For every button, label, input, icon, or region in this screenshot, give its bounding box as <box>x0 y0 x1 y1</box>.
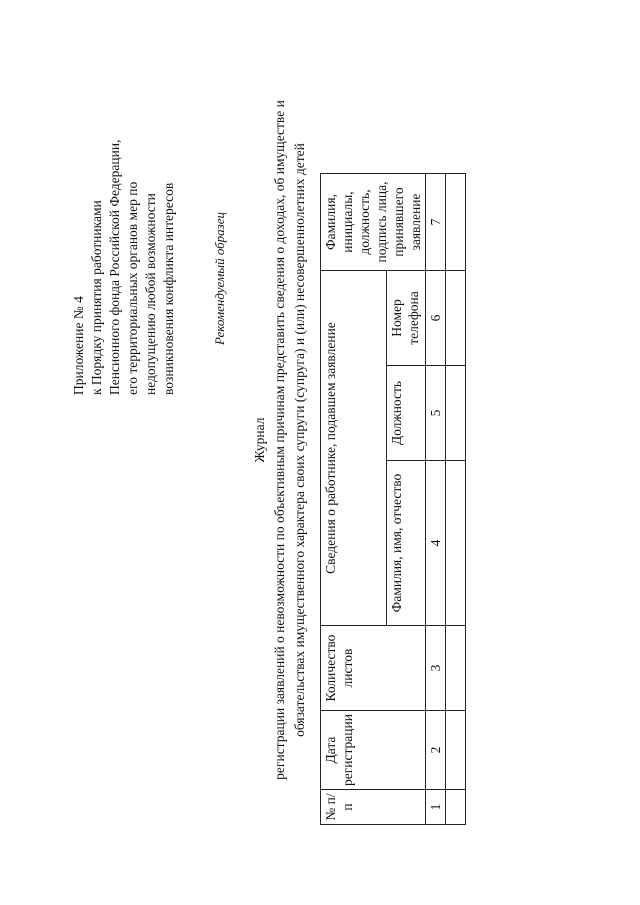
appendix-line: к Порядку принятия работниками <box>89 200 104 395</box>
column-number: 5 <box>426 366 446 461</box>
empty-cell[interactable] <box>446 711 466 790</box>
journal-subtitle-line: обязательствах имущественного характера своих супруги (супруга) и (или) несовершеннолетних детей <box>292 143 307 737</box>
empty-cell[interactable] <box>446 174 466 271</box>
column-number: 7 <box>426 174 446 271</box>
journal-subtitle-line: регистрации заявлений о невозможности по объективным причинам представить сведения о доходах, об имуществе и <box>272 100 287 780</box>
header-fio: Фамилия, имя, отчество <box>387 461 426 626</box>
column-number: 1 <box>426 790 446 825</box>
empty-cell[interactable] <box>446 626 466 711</box>
header-sheets: Количество листов <box>321 626 426 711</box>
column-number: 4 <box>426 461 446 626</box>
appendix-line: Пенсионного фонда Российской Федерации, <box>107 139 122 395</box>
empty-cell[interactable] <box>446 271 466 366</box>
appendix-header <box>70 140 178 395</box>
appendix-line: возникновения конфликта интересов <box>161 182 176 395</box>
column-number: 3 <box>426 626 446 711</box>
column-number: 6 <box>426 271 446 366</box>
empty-cell[interactable] <box>446 790 466 825</box>
column-number: 2 <box>426 711 446 790</box>
header-accepted-by: Фамилия, инициалы, должность, подпись лица, принявшего заявление <box>321 174 426 271</box>
header-position: Должность <box>387 366 426 461</box>
header-phone: Номер телефона <box>387 271 426 366</box>
empty-cell[interactable] <box>446 366 466 461</box>
recommended-sample-label: Рекомендуемый образец <box>212 211 227 345</box>
header-date: Дата регистрации <box>321 711 426 790</box>
journal-title: Журнал <box>252 417 267 463</box>
registration-table <box>320 173 466 825</box>
header-employee-group: Сведения о работнике, подавшем заявление <box>321 271 387 626</box>
header-number: № п/п <box>321 790 426 825</box>
appendix-line: Приложение № 4 <box>71 296 86 395</box>
empty-cell[interactable] <box>446 461 466 626</box>
table-row <box>446 174 466 825</box>
appendix-line: недопущению любой возможности <box>143 193 158 395</box>
appendix-line: его территориальных органов мер по <box>125 181 140 395</box>
column-number-row <box>426 174 446 825</box>
table-header-row <box>321 174 387 825</box>
